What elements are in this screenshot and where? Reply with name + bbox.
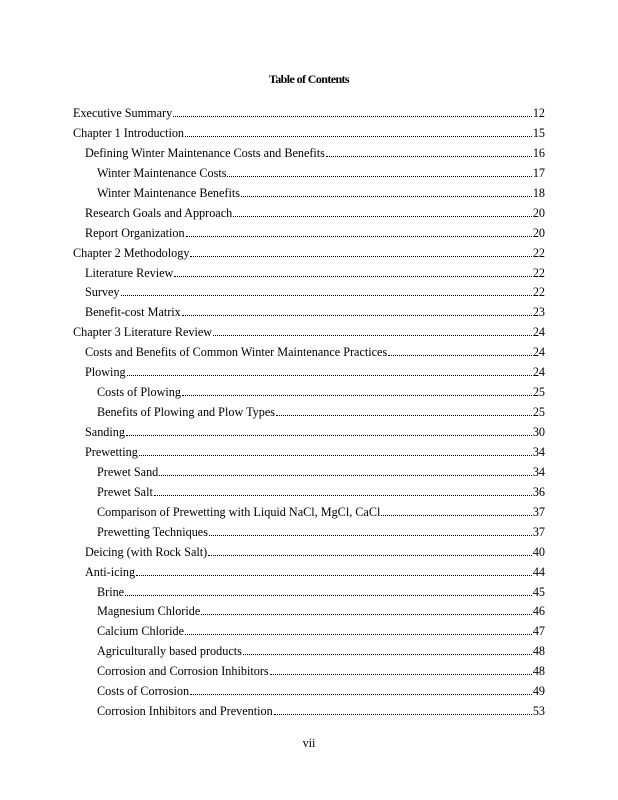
toc-entry-chapter-2[interactable]	[73, 244, 545, 264]
toc-entry-label: Costs and Benefits of Common Winter Maintenance Practices	[85, 345, 388, 360]
toc-entry-label: Brine	[97, 584, 125, 599]
dot-leader	[159, 466, 532, 476]
toc-entry-research-goals[interactable]	[73, 204, 545, 224]
toc-entry-agricultural-products[interactable]	[73, 642, 545, 662]
toc-entry-comparison-prewetting[interactable]	[73, 503, 545, 523]
dot-leader	[125, 586, 532, 596]
dot-leader	[186, 227, 532, 237]
dot-leader	[388, 346, 532, 356]
toc-entry-winter-maintenance-costs[interactable]	[73, 164, 545, 184]
toc-entry-page: 16	[532, 145, 545, 160]
toc-entry-label: Winter Maintenance Costs	[97, 165, 227, 180]
dot-leader	[276, 406, 532, 416]
toc-entry-costs-of-plowing[interactable]	[73, 383, 545, 403]
toc-entry-label: Report Organization	[85, 225, 185, 240]
toc-entry-page: 53	[532, 704, 545, 719]
toc-entry-costs-of-corrosion[interactable]	[73, 682, 545, 702]
toc-entry-page: 44	[532, 564, 545, 579]
toc-entry-deicing[interactable]	[73, 543, 545, 563]
toc-entry-prewetting[interactable]	[73, 443, 545, 463]
page-title: Table of Contents	[268, 72, 350, 86]
dot-leader	[270, 665, 532, 675]
toc-entry-page: 20	[532, 205, 545, 220]
toc-entry-page: 47	[532, 624, 545, 639]
dot-leader	[227, 167, 531, 177]
toc-entry-literature-review[interactable]	[73, 264, 545, 284]
toc-entry-page: 37	[532, 504, 545, 519]
dot-leader	[174, 267, 531, 277]
toc-entry-label: Comparison of Prewetting with Liquid NaCl, MgCl, CaCl	[97, 504, 381, 519]
dot-leader	[127, 366, 532, 376]
dot-leader	[154, 486, 532, 496]
toc-entry-page: 45	[532, 584, 545, 599]
toc-entry-anti-icing[interactable]	[73, 563, 545, 583]
toc-entry-executive-summary[interactable]	[73, 104, 545, 124]
toc-entry-survey[interactable]	[73, 283, 545, 303]
toc-entry-label: Research Goals and Approach	[85, 205, 233, 220]
dot-leader	[190, 685, 532, 695]
toc-entry-label: Chapter 1 Introduction	[73, 125, 185, 140]
toc-entry-label: Calcium Chloride	[97, 624, 184, 639]
dot-leader	[241, 187, 532, 197]
toc-entry-page: 36	[532, 484, 545, 499]
toc-entry-label: Defining Winter Maintenance Costs and Benefits	[85, 145, 325, 160]
dot-leader	[136, 566, 532, 576]
dot-leader	[233, 207, 532, 217]
dot-leader	[208, 546, 532, 556]
toc-entry-page: 46	[532, 604, 545, 619]
toc-entry-label: Executive Summary	[73, 106, 173, 120]
toc-entry-chapter-3[interactable]	[73, 323, 545, 343]
toc-entry-magnesium-chloride[interactable]	[73, 602, 545, 622]
toc-entry-label: Magnesium Chloride	[97, 604, 201, 619]
toc-entry-page: 15	[532, 125, 545, 140]
toc-entry-prewetting-techniques[interactable]	[73, 523, 545, 543]
toc-entry-label: Corrosion and Corrosion Inhibitors	[97, 664, 269, 679]
toc-entry-label: Literature Review	[85, 265, 174, 280]
toc-entry-corrosion-prevention[interactable]	[73, 702, 545, 722]
toc-entry-page: 17	[532, 165, 545, 180]
toc-entry-label: Chapter 3 Literature Review	[73, 325, 213, 340]
toc-entry-page: 24	[532, 365, 545, 380]
toc-entry-label: Costs of Plowing	[97, 385, 181, 400]
toc-entry-label: Prewetting Techniques	[97, 524, 208, 539]
toc-entry-label: Prewetting	[85, 444, 138, 459]
dot-leader	[381, 506, 531, 516]
toc-entry-page: 48	[532, 644, 545, 659]
toc-entry-defining-costs-benefits[interactable]	[73, 144, 545, 164]
toc-entry-label: Winter Maintenance Benefits	[97, 185, 240, 200]
toc-entry-page: 34	[532, 444, 545, 459]
toc-entry-label: Sanding	[85, 425, 125, 439]
toc-entry-label: Anti-icing	[85, 564, 136, 579]
toc-entry-page: 18	[532, 185, 545, 200]
dot-leader	[182, 306, 532, 316]
toc-entry-report-organization[interactable]	[73, 224, 545, 244]
toc-entry-prewet-sand[interactable]	[73, 463, 545, 483]
dot-leader	[213, 326, 532, 336]
toc-entry-page: 49	[532, 684, 545, 699]
toc-entry-label: Chapter 2 Methodology	[73, 245, 190, 260]
dot-leader	[121, 286, 532, 296]
toc-entry-brine[interactable]	[73, 583, 545, 603]
toc-entry-page: 20	[532, 225, 545, 240]
toc-entry-calcium-chloride[interactable]	[73, 622, 545, 642]
toc-entry-winter-maintenance-benefits[interactable]	[73, 184, 545, 204]
dot-leader	[185, 127, 532, 137]
toc-entry-page: 37	[532, 524, 545, 539]
dot-leader	[173, 107, 532, 117]
toc-entry-benefits-of-plowing[interactable]	[73, 403, 545, 423]
toc-entry-label: Agriculturally based products	[97, 644, 242, 659]
toc-entry-plowing[interactable]	[73, 363, 545, 383]
dot-leader	[182, 386, 532, 396]
toc-entry-label: Prewet Sand	[97, 464, 159, 479]
toc-entry-page: 30	[532, 425, 545, 439]
toc-entry-label: Prewet Salt	[97, 484, 153, 499]
dot-leader	[190, 247, 531, 257]
toc-entry-page: 34	[532, 464, 545, 479]
toc-entry-label: Plowing	[85, 365, 126, 380]
toc-entry-page: 25	[532, 405, 545, 420]
toc-entry-label: Benefits of Plowing and Plow Types	[97, 405, 276, 420]
toc-entry-label: Survey	[85, 285, 120, 300]
dot-leader	[243, 645, 532, 655]
toc-entry-page: 22	[532, 245, 545, 260]
toc-entry-page: 24	[532, 345, 545, 360]
dot-leader	[126, 426, 532, 436]
toc-entry-page: 24	[532, 325, 545, 340]
toc-entry-corrosion-inhibitors[interactable]	[73, 662, 545, 682]
dot-leader	[139, 446, 532, 456]
toc-entry-label: Benefit-cost Matrix	[85, 305, 181, 320]
toc-entry-page: 48	[532, 664, 545, 679]
toc-entry-page: 12	[532, 106, 545, 120]
dot-leader	[201, 605, 532, 615]
dot-leader	[185, 625, 532, 635]
toc-entry-label: Costs of Corrosion	[97, 684, 190, 699]
toc-entry-benefit-cost-matrix[interactable]	[73, 303, 545, 323]
toc-entry-label: Corrosion Inhibitors and Prevention	[97, 704, 273, 719]
toc-entry-common-practices[interactable]	[73, 343, 545, 363]
toc-entry-chapter-1[interactable]	[73, 124, 545, 144]
toc-entry-page: 23	[532, 305, 545, 320]
toc-entry-sanding[interactable]	[73, 423, 545, 443]
toc-entry-page: 25	[532, 385, 545, 400]
toc-entry-page: 22	[532, 285, 545, 300]
toc-entry-page: 22	[532, 265, 545, 280]
dot-leader	[274, 705, 532, 715]
dot-leader	[326, 147, 532, 157]
toc-entry-prewet-salt[interactable]	[73, 483, 545, 503]
toc-entry-page: 40	[532, 544, 545, 559]
table-of-contents	[73, 104, 545, 722]
toc-entry-label: Deicing (with Rock Salt)	[85, 544, 208, 559]
dot-leader	[209, 526, 532, 536]
page-number: vii	[302, 736, 316, 750]
